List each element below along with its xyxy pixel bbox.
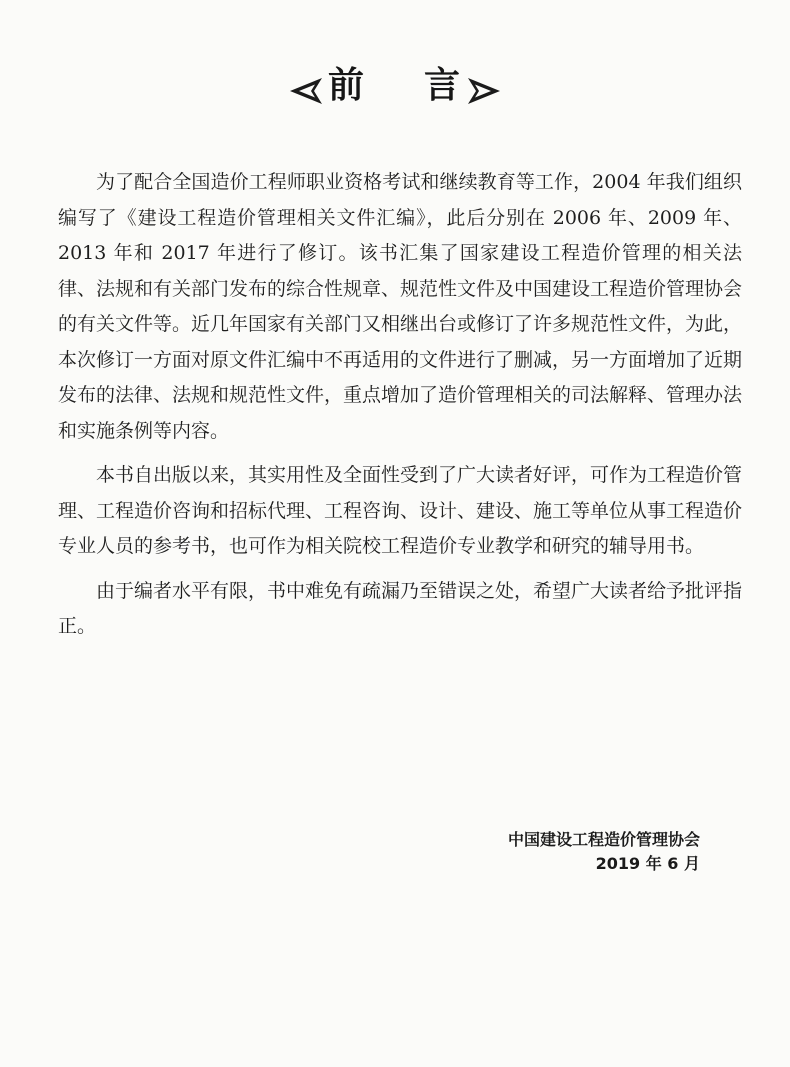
left-arrow-icon	[288, 71, 324, 101]
page-title	[0, 62, 790, 110]
signature-block	[508, 828, 700, 876]
paragraph: 本书自出版以来，其实用性及全面性受到了广大读者好评，可作为工程造价管理、工程造价咨询和招标代理、工程咨询、设计、建设、施工等单位从事工程造价专业人员的参考书，也可作为相关院校工程造价专业教学和研究的辅导用书。	[58, 464, 743, 557]
preface-body	[58, 165, 742, 654]
paragraph: 由于编者水平有限，书中难免有疏漏乃至错误之处，希望广大读者给予批评指正。	[58, 579, 743, 637]
title-word-2: 言	[424, 65, 463, 106]
signature-date: 2019 年 6 月	[595, 854, 700, 873]
paragraph: 为了配合全国造价工程师职业资格考试和继续教育等工作，2004 年我们组织编写了《建设工程造价管理相关文件汇编》，此后分别在 2006 年、2009 年、2013 年和 2017 年进行了修订。该书汇集了国家建设工程造价管理的相关法律、法规和有关部门发布的综合性规章、规范性文件及中国建设工程造价管理协会的有关文件等。近几年国家有关部门又相继出台或修订了许多规范性文件，为此，本次修订一方面对原文件汇编中不再适用的文件进行了删减，另一方面增加了近期发布的法律、法规和规范性文件，重点增加了造价管理相关的司法解释、管理办法和实施条例等内容。	[58, 171, 743, 442]
signature-organization: 中国建设工程造价管理协会	[507, 830, 700, 849]
title-word-1: 前	[327, 65, 366, 106]
right-arrow-icon	[466, 71, 502, 101]
